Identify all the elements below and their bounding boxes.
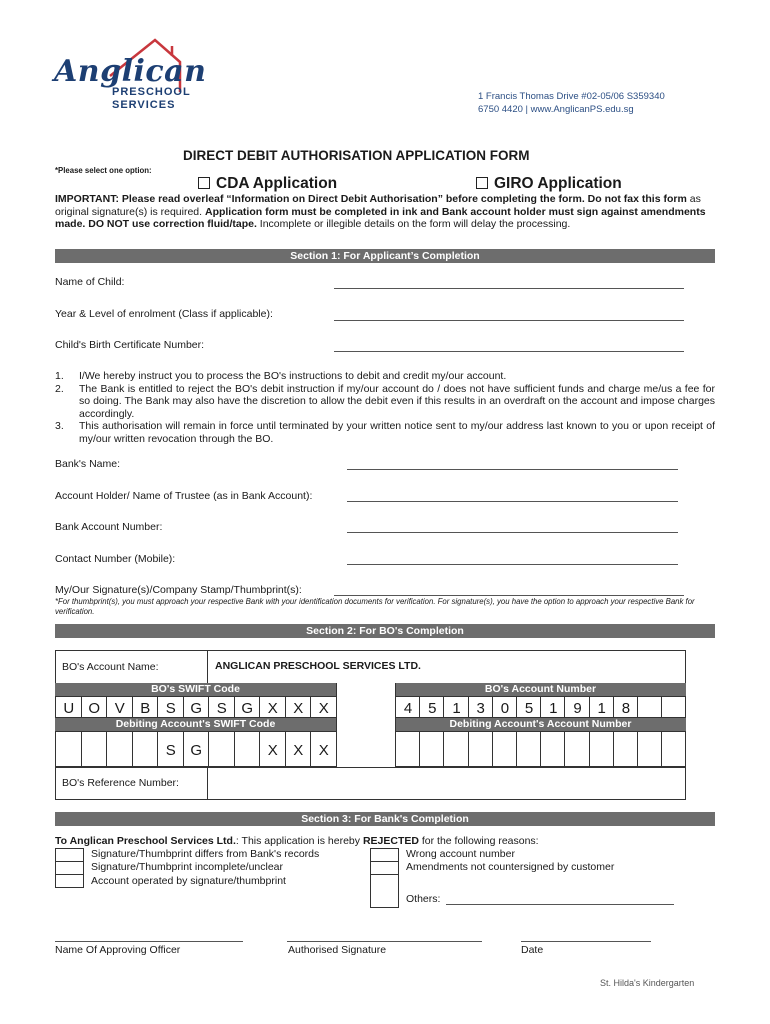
year-level-field[interactable] xyxy=(334,320,684,321)
child-name-label: Name of Child: xyxy=(55,276,125,288)
char-value: 8 xyxy=(621,700,631,717)
footer-text: St. Hilda's Kindergarten xyxy=(600,978,695,988)
signature-note: *For thumbprint(s), you must approach your respective Bank with your identification documents for verification. For signature(s), you have the option to approach your respective Bank for verification. xyxy=(55,597,695,616)
char-value: 1 xyxy=(597,700,606,717)
char-box[interactable] xyxy=(259,731,286,767)
char-box[interactable] xyxy=(81,696,108,718)
char-box[interactable] xyxy=(468,696,493,718)
acct-header: BO's Account Number xyxy=(395,683,686,696)
divider xyxy=(395,683,396,767)
char-box[interactable] xyxy=(157,731,184,767)
debit-acct-header: Debiting Account's Account Number xyxy=(395,718,686,731)
char-box[interactable] xyxy=(183,731,210,767)
char-box[interactable] xyxy=(106,696,133,718)
swift-header: BO's SWIFT Code xyxy=(55,683,336,696)
section1-header: Section 1: For Applicant’s Completion xyxy=(55,249,715,263)
divider xyxy=(55,767,686,768)
address-line: 1 Francis Thomas Drive #02-05/06 S359340 xyxy=(478,91,665,102)
char-value: G xyxy=(190,742,203,759)
reason-checkbox[interactable] xyxy=(370,861,399,875)
section3-header: Section 3: For Bank's Completion xyxy=(55,812,715,826)
char-box[interactable] xyxy=(468,731,493,767)
char-value: S xyxy=(165,700,176,717)
logo-subtitle: PRESCHOOL SERVICES xyxy=(112,86,191,111)
terms-list xyxy=(55,370,715,445)
char-box[interactable] xyxy=(443,696,468,718)
char-value: 1 xyxy=(452,700,461,717)
giro-option[interactable]: GIRO Application xyxy=(476,175,622,193)
char-box[interactable] xyxy=(419,731,444,767)
char-value: 5 xyxy=(428,700,437,717)
char-box[interactable] xyxy=(637,731,662,767)
account-number-field[interactable] xyxy=(347,532,678,533)
char-value: S xyxy=(165,742,176,759)
giro-checkbox[interactable] xyxy=(476,177,488,189)
signature-label: My/Our Signature(s)/Company Stamp/Thumbprint(s): xyxy=(55,584,302,596)
char-box[interactable] xyxy=(540,731,565,767)
reason-checkbox[interactable] xyxy=(55,848,84,862)
others-field[interactable] xyxy=(446,904,674,905)
auth-sign-line[interactable] xyxy=(287,941,482,942)
char-box[interactable] xyxy=(637,696,662,718)
divider xyxy=(207,767,208,800)
char-value: 3 xyxy=(476,700,485,717)
char-value: B xyxy=(140,700,151,717)
reason-checkbox[interactable] xyxy=(370,874,399,908)
char-box[interactable] xyxy=(516,731,541,767)
form-title: DIRECT DEBIT AUTHORISATION APPLICATION FORM xyxy=(183,148,530,163)
char-value: 0 xyxy=(500,700,510,717)
child-name-field[interactable] xyxy=(334,288,684,289)
char-value: O xyxy=(88,700,101,717)
char-box[interactable] xyxy=(234,696,261,718)
officer-sign-line[interactable] xyxy=(55,941,243,942)
section2-header: Section 2: For BO's Completion xyxy=(55,624,715,638)
cda-option[interactable]: CDA Application xyxy=(198,175,337,193)
cda-checkbox[interactable] xyxy=(198,177,210,189)
char-box[interactable] xyxy=(564,696,589,718)
char-value: X xyxy=(293,742,304,759)
year-level-label: Year & Level of enrolment (Class if applicable): xyxy=(55,308,273,320)
char-box[interactable] xyxy=(208,696,235,718)
bo-account-name-value: ANGLICAN PRESCHOOL SERVICES LTD. xyxy=(215,660,421,672)
char-box[interactable] xyxy=(613,696,638,718)
date-sign-line[interactable] xyxy=(521,941,651,942)
reason-checkbox[interactable] xyxy=(55,861,84,875)
contact-label: Contact Number (Mobile): xyxy=(55,553,176,565)
char-box[interactable] xyxy=(259,696,286,718)
char-box[interactable] xyxy=(661,731,686,767)
term-item: 3. This authorisation will remain in force until terminated by your written notice sent to my/our address last known to you or upon receipt of my/our written revocation through the BO. xyxy=(55,420,715,445)
logo xyxy=(52,34,207,114)
reason-label: Account operated by signature/thumbprint xyxy=(91,875,286,887)
divider xyxy=(207,650,208,684)
char-value: 4 xyxy=(403,700,413,717)
char-box[interactable] xyxy=(132,731,159,767)
char-box[interactable] xyxy=(285,696,312,718)
char-box[interactable] xyxy=(564,731,589,767)
char-box[interactable] xyxy=(157,696,184,718)
contact-field[interactable] xyxy=(347,564,678,565)
char-box[interactable] xyxy=(81,731,108,767)
important-notice: IMPORTANT: Please read overleaf “Information on Direct Debit Authorisation” before completing the form. Do not fax this form as original signature(s) is required. Application form must be completed in ink and Bank account holder must sign against amendments made. DO NOT use correction fluid/tape. Incomplete or illegible details on the form will delay the processing. xyxy=(55,193,706,230)
term-item: 2. The Bank is entitled to reject the BO's debit instruction if my/our account do / does not have sufficient funds and charge me/us a fee for so doing. The Bank may also have the discretion to allow the debit even if this results in an overdraft on the account and impose charges accordingly. xyxy=(55,382,715,420)
reason-label: Amendments not countersigned by customer xyxy=(406,861,615,873)
birth-cert-field[interactable] xyxy=(334,351,684,352)
char-box[interactable] xyxy=(310,731,337,767)
char-box[interactable] xyxy=(132,696,159,718)
address-block xyxy=(478,90,665,116)
debit-swift-header: Debiting Account's SWIFT Code xyxy=(55,718,336,731)
term-item: 1. I/We hereby instruct you to process the BO's instructions to debit and credit my/our account. xyxy=(55,370,507,382)
reason-label: Wrong account number xyxy=(406,848,515,860)
char-box[interactable] xyxy=(419,696,444,718)
bo-reference-label: BO's Reference Number: xyxy=(62,777,179,789)
char-box[interactable] xyxy=(661,696,686,718)
char-box[interactable] xyxy=(106,731,133,767)
reason-checkbox[interactable] xyxy=(370,848,399,862)
char-box[interactable] xyxy=(540,696,565,718)
bank-name-label: Bank's Name: xyxy=(55,458,121,470)
char-value: X xyxy=(267,700,278,717)
reason-checkbox[interactable] xyxy=(55,874,84,888)
char-value: X xyxy=(318,700,329,717)
date-sign-label: Date xyxy=(521,944,544,956)
char-box[interactable] xyxy=(183,696,210,718)
others-label: Others: xyxy=(406,893,441,905)
auth-sign-label: Authorised Signature xyxy=(288,944,387,956)
char-box[interactable] xyxy=(443,731,468,767)
char-value: S xyxy=(216,700,227,717)
char-value: G xyxy=(190,700,203,717)
contact-line: 6750 4420 | www.AnglicanPS.edu.sg xyxy=(478,104,634,115)
char-box[interactable] xyxy=(613,731,638,767)
select-note: *Please select one option: xyxy=(55,166,152,175)
char-value: X xyxy=(267,742,278,759)
divider xyxy=(336,683,337,767)
char-box[interactable] xyxy=(55,731,82,767)
char-value: 1 xyxy=(549,700,558,717)
char-value: G xyxy=(241,700,254,717)
char-box[interactable] xyxy=(55,696,82,718)
char-value: 9 xyxy=(573,700,582,717)
char-value: 5 xyxy=(524,700,534,717)
birth-cert-label: Child's Birth Certificate Number: xyxy=(55,339,205,351)
char-box[interactable] xyxy=(208,731,235,767)
officer-sign-label: Name Of Approving Officer xyxy=(55,944,181,956)
account-holder-label: Account Holder/ Name of Trustee (as in Bank Account): xyxy=(55,490,313,502)
reason-label: Signature/Thumbprint incomplete/unclear xyxy=(91,861,284,873)
char-box[interactable] xyxy=(285,731,312,767)
char-box[interactable] xyxy=(234,731,261,767)
char-box[interactable] xyxy=(310,696,337,718)
account-number-label: Bank Account Number: xyxy=(55,521,163,533)
rejection-intro: To Anglican Preschool Services Ltd.: This application is hereby REJECTED for the following reasons: xyxy=(55,835,539,847)
char-box[interactable] xyxy=(589,731,614,767)
char-value: V xyxy=(114,700,125,717)
char-box[interactable] xyxy=(516,696,541,718)
char-box[interactable] xyxy=(395,731,420,767)
char-box[interactable] xyxy=(395,696,420,718)
char-box[interactable] xyxy=(589,696,614,718)
char-value: X xyxy=(318,742,329,759)
char-value: U xyxy=(63,700,75,717)
logo-wordmark: Anglican xyxy=(54,54,207,89)
char-box[interactable] xyxy=(492,731,517,767)
char-value: X xyxy=(293,700,304,717)
signature-field[interactable] xyxy=(334,595,684,596)
reason-label: Signature/Thumbprint differs from Bank's records xyxy=(91,848,320,860)
bank-name-field[interactable] xyxy=(347,469,678,470)
bo-account-name-label: BO's Account Name: xyxy=(62,661,159,673)
char-box[interactable] xyxy=(492,696,517,718)
account-holder-field[interactable] xyxy=(347,501,678,502)
